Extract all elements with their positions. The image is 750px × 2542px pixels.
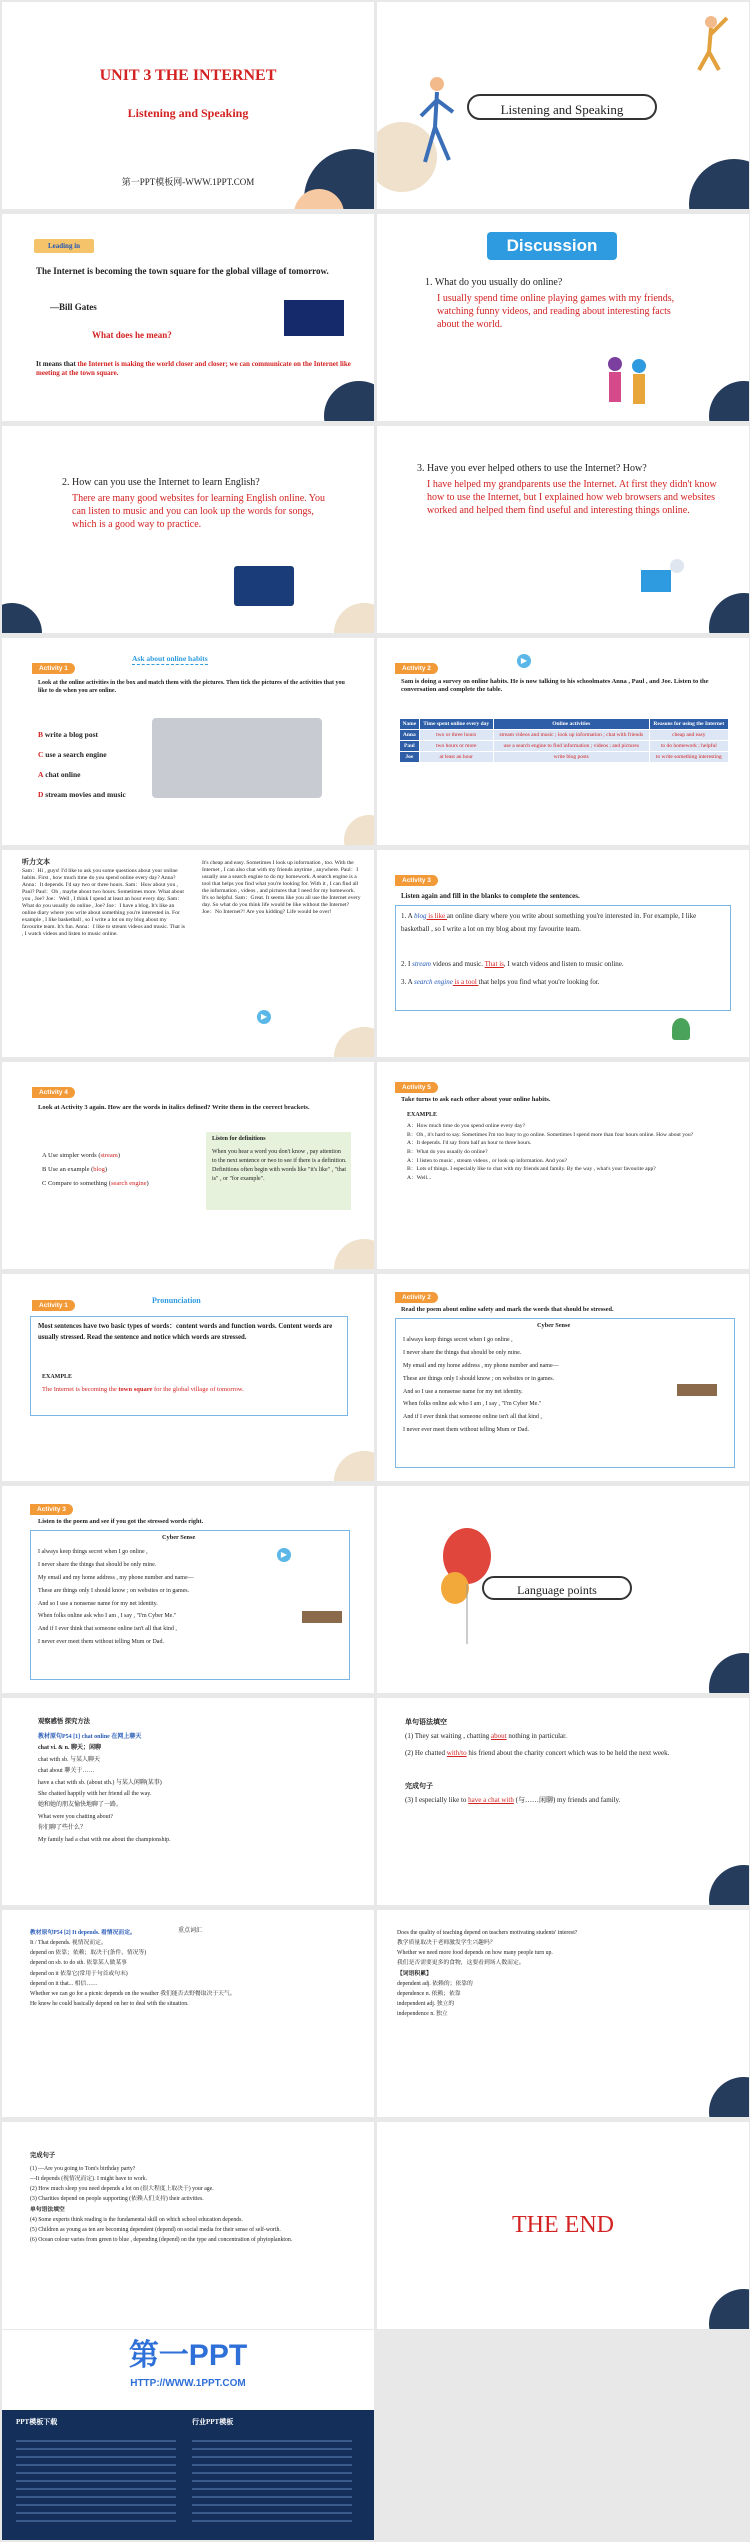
slide-title [2, 2, 374, 209]
instructions: Most sentences have two basic types of words：content words and function words. Content words are usually stressed. Read the sentence and notice which words are stressed. [38, 1323, 333, 1341]
tip-box [206, 1132, 351, 1210]
instructions: Look at the online activities in the box and match them with the pictures. Then tick the pictures of the activities that you like to do when you are online. [38, 680, 345, 694]
exercise-2: (2) He chatted with/to his friend about the charity concert which was to be held the next week. [405, 1749, 670, 1757]
slide-chat-notes [2, 1698, 374, 1905]
sentence-2: 2. I stream videos and music. That is, I watch videos and listen to music online. [401, 960, 624, 968]
quote-author: —Bill Gates [50, 302, 97, 312]
example-sentence: The Internet is becoming the town square for the global village of tomorrow. [42, 1386, 244, 1393]
slide-cyber-sense-stress [377, 1274, 749, 1481]
end-title: THE END [512, 2212, 614, 2238]
slide-discussion [377, 214, 749, 421]
plant-shelf-icon [677, 1384, 717, 1396]
exercise-1: (1) They sat waiting , chatting about nothing in particular. [405, 1732, 567, 1740]
poem-title: Cyber Sense [162, 1534, 196, 1541]
section-head: Ask about online habits [132, 654, 208, 663]
person-with-wand-icon [689, 12, 729, 72]
slide-listening-transcript [2, 850, 374, 1057]
site-credit: 第一PPT模板网-WWW.1PPT.COM [121, 177, 255, 187]
slide-pronunciation [2, 1274, 374, 1481]
slide-activity-3-fill [377, 850, 749, 1057]
discussion-banner [487, 232, 617, 260]
corner-decoration [344, 815, 374, 845]
table-row: Paul two hours or more use a search engine to find information ; videos ; and pictures to do homework ; helpful [400, 741, 729, 752]
question: What does he mean? [92, 330, 172, 340]
exercise-head: 单句语法填空 [405, 1718, 447, 1726]
corner-decoration [324, 381, 374, 421]
slide-cyber-sense-listen [2, 1486, 374, 1693]
slide-listening-speaking [377, 2, 749, 209]
corner-decoration [709, 2289, 749, 2329]
people-icon [597, 354, 657, 414]
notes-lines: 教材原句P54 [1] chat online 在网上聊天 chat vi. & n. 聊天；闲聊 chat with sb. 与某人聊天 chat about 聊关于…… have a chat with sb. (about sth.) 与某人闲聊(某事) She chatted happily with her friend all the way. 她和她的朋友愉快地聊了一路。 What were you chatting about? 你们聊了些什么？ My family had a chat with me about the championship. [38, 1734, 171, 1843]
corner-decoration [2, 603, 42, 633]
answer-3: I have helped my grandparents use the Internet. At first they didn't know how to use the Internet, but I explained how web browsers and websites worked and helped them find useful and interesting things online. [427, 479, 717, 516]
slide-language-points [377, 1486, 749, 1693]
activity-photos [152, 718, 322, 798]
speaker-icon[interactable]: ▶ [257, 1010, 271, 1024]
slide-activity-2-survey [377, 638, 749, 845]
exercise-3: (3) I especially like to have a chat with (与……闲聊) my friends and family. [405, 1796, 621, 1804]
footer-ad [2, 2330, 374, 2540]
corner-decoration [334, 603, 374, 633]
leading-label-bg [34, 239, 94, 253]
instructions: Look at Activity 3 again. How are the words in italics defined? Write them in the correct brackets. [38, 1104, 310, 1111]
corner-decoration [709, 1865, 749, 1905]
slide-the-end [377, 2122, 749, 2329]
sentence-1: 1. A blog is like an online diary where you write about something you're interested in. For example, I like basketball , so I write a lot on my blog about my favourite team. [401, 912, 697, 933]
instructions: Listen again and fill in the blanks to complete the sentences. [401, 892, 580, 900]
activity-tag: Activity 5 [395, 1082, 438, 1093]
exercise-lines: (1) —Are you going to Tom's birthday party? —It depends (视情况而定). I might have to work. (2) How much sleep you need depends a lot on (很大程度上取决于) your age. (3) Charities depend on people supporting (依赖人们支持) their activities. 单句语法填空 (4) Some experts think reading is the fundamental skill on which school education depends. (5) Children as young as ten are becoming dependent (depend) on social media for their sense of self-worth. (6) Ocean colour varies from green to blue , depending (depend) on the type and concentration of phytoplankton. [30, 2166, 293, 2243]
slide-activity-1-online-habits [2, 638, 374, 845]
slide-depend-examples [377, 1910, 749, 2117]
table-header: Online activities [493, 719, 649, 730]
activity-tag: Activity 2 [395, 663, 438, 674]
activity-tag: Activity 3 [395, 875, 438, 886]
slide-depend-notes [2, 1910, 374, 2117]
instructions: Sam is doing a survey on online habits. He is now talking to his schoolmates Anna , Paul , and Joe. Listen to the conversation and complete the table. [401, 678, 709, 694]
transcript-left: Sam：Hi , guys! I'd like to ask you some questions about your online habits. First , how much time do you spend online every day? Anna? Anna：It depends. I'd say two or three hours. Sam：How about you , Paul? Paul：Oh , maybe about two hours. Sometimes more. What about you , Joe? Joe：Well , I think I spend at least an hour every day. Sam：What do you usually do online , Joe? Joe：I have a blog. It's like an online diary where you write about something you're interested in. For example , I like basketball , so I write a lot on my blog about my favourite team. It's fun. Anna：I like to stream videos and music. That is , I watch videos and listen to music online. [22, 868, 185, 937]
corner-decoration [709, 1653, 749, 1693]
instructions: Read the poem about online safety and mark the words that should be stressed. [401, 1306, 614, 1313]
notes-head: 观察感悟 探究方法 [38, 1718, 90, 1725]
corner-decoration [709, 381, 749, 421]
table-row: Anna two or three hours stream videos and music ; look up information ; chat with friends cheap and easy [400, 730, 729, 741]
plant-icon [672, 1018, 690, 1040]
option-d: D stream movies and music [38, 790, 126, 799]
definition-a: A Use simpler words (stream) [42, 1152, 120, 1159]
speaker-icon[interactable]: ▶ [517, 654, 531, 668]
slide-title-text: Listening and Speaking [500, 102, 624, 117]
unit-title: UNIT 3 THE INTERNET [99, 67, 277, 84]
question-1: 1. What do you usually do online? [425, 277, 563, 288]
answer-body: the Internet is making the world closer and closer; we can communicate on the Internet like meeting at the town square. [36, 360, 351, 378]
question-2: 2. How can you use the Internet to learn English? [62, 477, 260, 488]
title-frame [467, 94, 657, 120]
tip-title: Listen for definitions [212, 1136, 266, 1142]
section-head: Pronunciation [152, 1296, 201, 1305]
definition-c: C Compare to something (search engine) [42, 1180, 149, 1187]
question-3: 3. Have you ever helped others to use the Internet? How? [417, 463, 647, 474]
slide-question-3 [377, 426, 749, 633]
table-row: Joe at least an hour write blog posts to write something interesting [400, 752, 729, 763]
transcript-right: It's cheap and easy. Sometimes I look up information , too. With the Internet , I can also chat with my friends anytime , anywhere. Paul：I usually use a search engine to do my homework. A search engine is a tool that helps you find what you're looking for. With it , I can find all the information , videos , and pictures that I need for my homework. It's so helpful. Sam：Great. It seems like you all use the Internet every day. So what do you think life would be like without the Internet? Joe：No Internet?! Are you kidding? Life would be over! [202, 860, 361, 915]
footer-left-links[interactable] [16, 2434, 176, 2528]
slide-activity-5-dialogue [377, 1062, 749, 1269]
speaker-icon[interactable]: ▶ [277, 1548, 291, 1562]
poem-lines: I always keep things secret when I go online , I never share the things that should be only mine. My email and my home address , my phone number and name— These are things only I should know ; on websites or in games. And so I use a nonsense name for my net identity. When folks online ask who I am , I say , "I'm Cyber Me." And if I ever think that someone online isn't all that kind , I never ever meet them without telling Mum or Dad. [403, 1337, 559, 1434]
example-label: EXAMPLE [407, 1112, 437, 1118]
footer-url[interactable]: HTTP://WWW.1PPT.COM [130, 2378, 246, 2389]
activity-tag: Activity 4 [32, 1087, 75, 1098]
title-frame [482, 1576, 632, 1600]
survey-table [399, 718, 729, 763]
footer-top [2, 2330, 374, 2410]
computer-image [234, 566, 294, 606]
footer-left-title: PPT模板下载 [16, 2418, 58, 2426]
table-header: Reasons for using the Internet [649, 719, 728, 730]
sentence-3: 3. A search engine is a tool that helps you find what you're looking for. [401, 978, 600, 986]
plant-shelf-icon [302, 1611, 342, 1623]
activity-tag: Activity 2 [395, 1292, 438, 1303]
footer-logo: 第一PPT [128, 2339, 248, 2372]
option-a: A chat online [38, 770, 81, 779]
corner-decoration [709, 2077, 749, 2117]
tip-body: When you hear a word you don't know , pay attention to the next sentence or two to see if there is a definition. Definitions often begin with words like "it's like" , "that is" , or "for example". [212, 1149, 347, 1182]
answer-lead: It means that [36, 360, 78, 368]
instructions: Listen to the poem and see if you got the stressed words right. [38, 1518, 204, 1525]
leading-label: Leading in [47, 242, 81, 250]
table-header: Time spent online every day [419, 719, 493, 730]
corner-decoration [334, 1239, 374, 1269]
instructions: Take turns to ask each other about your online habits. [401, 1096, 551, 1103]
slide-chat-exercises [377, 1698, 749, 1905]
slide-leading-in [2, 214, 374, 421]
corner-decoration [709, 593, 749, 633]
activity-tag: Activity 3 [30, 1504, 73, 1515]
activity-tag: Activity 1 [32, 1300, 75, 1311]
discussion-title: Discussion [506, 236, 598, 255]
corner-decoration [689, 159, 749, 209]
slide-activity-4-definitions [2, 1062, 374, 1269]
dialogue: A：How much time do you spend online every day? B：Oh , it's hard to say. Sometimes I'm too busy to go online. Sometimes I spend more than four hours online. How about you? A：It depends. I'd say from half an hour to three hours. B：What do you usually do online? A：I listen to music , stream videos , or look up information. And you? B：Lots of things. I especially like to chat with my friends and family. By the way , what's your favourite app? A：Well... [407, 1123, 694, 1181]
network-image [284, 300, 344, 336]
poem-title: Cyber Sense [537, 1322, 571, 1329]
footer-links-panel [2, 2410, 374, 2540]
activity-tag: Activity 1 [32, 663, 75, 674]
slide-depend-exercises [2, 2122, 374, 2329]
footer-right-title: 行业PPT模板 [192, 2418, 234, 2426]
exercise-head: 完成句子 [405, 1782, 433, 1790]
running-person-icon [417, 72, 457, 172]
corner-decoration [334, 1027, 374, 1057]
poem-lines: I always keep things secret when I go online , I never share the things that should be only mine. My email and my home address , my phone number and name— These are things only I should know ; on websites or in games. And so I use a nonsense name for my net identity. When folks online ask who I am , I say , "I'm Cyber Me." And if I ever think that someone online isn't all that kind , I never ever meet them without telling Mum or Dad. [38, 1549, 194, 1646]
example-label: EXAMPLE [42, 1374, 72, 1380]
exercise-head: 完成句子 [30, 2152, 56, 2159]
quote: The Internet is becoming the town square for the global village of tomorrow. [36, 266, 329, 276]
footer-right-links[interactable] [192, 2434, 352, 2528]
answer-2: There are many good websites for learning English online. You can listen to music and you can look up the words for songs, which is a good way to practice. [72, 493, 326, 530]
table-header: Name [400, 719, 420, 730]
transcript-head: 听力文本 [22, 858, 50, 866]
slide-title-text: Language points [517, 1583, 597, 1597]
definition-b: B Use an example (blog) [42, 1166, 107, 1173]
option-c: C use a search engine [38, 750, 107, 759]
notes-lines: 教材原句P54 [2] It depends. 看情况而定。 It / That depends. 视情况而定。 depend on 依靠；依赖；取决于(条件、情况等) depend on sb. to do sth. 依靠某人做某事 depend on it 依靠它(常用于句首或句末) depend on it that... 相信…… Whether we can go for a picnic depends on the weather 我们能否去野餐取决于天气。 He knew he could basically depend on her to deal with the situation. [30, 1930, 236, 2007]
corner-decoration [334, 1451, 374, 1481]
slide-question-2 [2, 426, 374, 633]
unit-subtitle: Listening and Speaking [127, 106, 249, 120]
side-note: 重点词汇 [178, 1928, 203, 1934]
answer-1: I usually spend time online playing games with my friends, watching funny videos, and reading about interesting facts about the world. [437, 293, 675, 330]
person-computer-icon [637, 556, 687, 601]
notes-lines: Does the quality of teaching depend on teachers motivating students' interest? 教学质量取决于老师激发学生兴趣吗？ Whether we need more food depends on how many people turn up. 我们是否需要更多的食物，这要看到场人数而定。 【词语积累】 dependent adj. 依赖的；依靠的 dependence n. 依赖；依靠 independent adj. 独立的 independence n. 独立 [397, 1930, 578, 2018]
option-b: B write a blog post [38, 730, 99, 739]
